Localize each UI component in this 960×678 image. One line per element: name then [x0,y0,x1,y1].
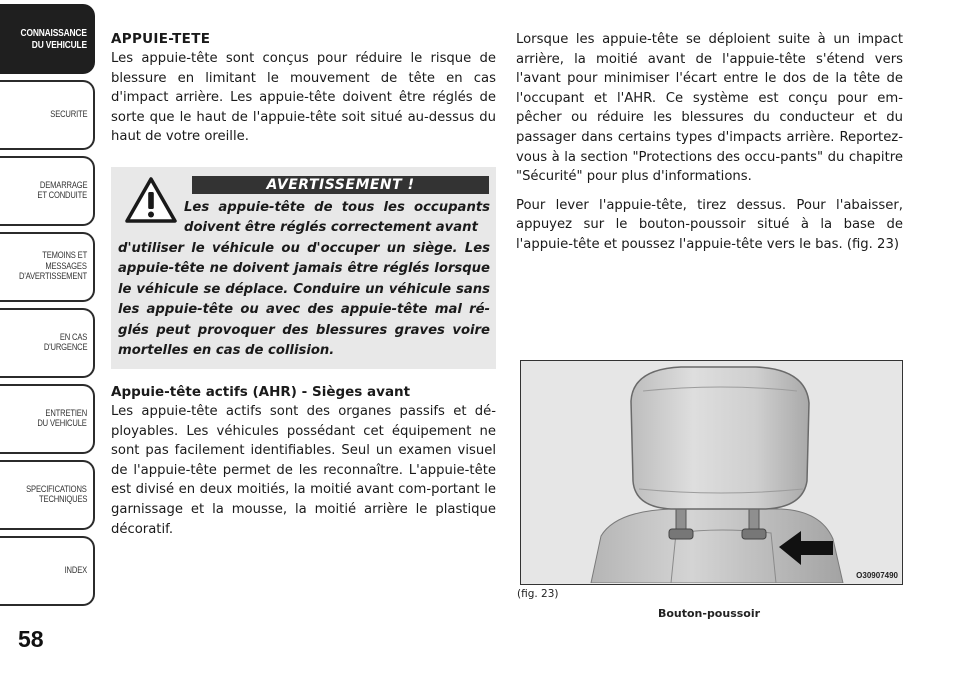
section-tab-label: D'URGENCE [43,342,87,353]
section-tab[interactable] [0,156,95,226]
section-tab[interactable] [0,308,95,378]
section-tab-label: EN CAS [59,331,87,343]
intro-paragraph: Les appuie-tête sont conçus pour réduire le risque de blessure en limitant le mouvement de tête en cas d'impact arrière. Les appuie-tête doivent être réglés de sorte que le haut de l'appuie-tête soit situé au-dessus du haut de votre oreille. [111,51,496,145]
section-tab[interactable] [0,384,95,454]
right-column [516,30,903,255]
left-column [111,30,496,539]
section-tab-label: DU VEHICULE [37,418,87,429]
section-tab-label: MESSAGES [45,260,87,272]
warning-title: AVERTISSEMENT ! [192,176,489,194]
warning-triangle-icon [125,177,177,223]
warning-text-rest: d'utiliser le véhicule ou d'occuper un siège. Les appuie-tête ne doivent jamais être réglés lorsque le véhicule se déplace. Conduire un véhicule sans les appuie-tête ou avec des appuie-tête mal ré-glés peut provoquer des blessures graves voire mortelles en cas de collision. [118,240,490,359]
section-heading: APPUIE-TETE [111,31,211,47]
section-tab-label: ET CONDUITE [37,190,87,201]
paragraph-2: Pour lever l'appuie-tête, tirez dessus. Pour l'abaisser, appuyez sur le bouton-poussoir situé à la base de l'appuie-tête et poussez l'appuie-tête vers le bas. (fig. 23) [516,197,903,252]
section-tab-label: SPECIFICATIONS [26,483,87,495]
section-tab-label: DU VEHICULE [31,39,87,51]
section-tab[interactable] [0,232,95,302]
page-number: 58 [18,626,44,652]
section-tab-label: ENTRETIEN [45,407,87,419]
figure-code: O30907490 [856,571,898,580]
body-paragraph: Les appuie-tête actifs sont des organes passifs et dé-ployables. Les véhicules possédant cet équipement ne sont pas facilement identifiables. Seul un examen visuel de l'appuie-tête permet de les reconnaître. L'appuie-tête est divisé en deux moitiés, la moitié avant com-portant le garnissage et la mousse, la moitié arrière le plastique décoratif. [111,403,496,537]
section-tab-label: SECURITE [49,108,87,120]
section-tab-label: TEMOINS ET [42,250,87,262]
section-tab[interactable] [0,4,95,74]
section-tab[interactable] [0,460,95,530]
section-tab-label: D'AVERTISSEMENT [18,271,87,283]
section-tab-label: TECHNIQUES [38,494,87,505]
figure-caption: Bouton-poussoir [657,607,761,620]
section-tab-label: CONNAISSANCE [20,27,87,39]
subheading: Appuie-tête actifs (AHR) - Sièges avant [111,383,411,400]
section-tab-label: INDEX [64,564,87,576]
section-tab[interactable] [0,536,95,606]
section-tab[interactable] [0,80,95,150]
warning-box [111,167,496,369]
warning-text-first: Les appuie-tête de tous les occupants doivent être réglés correctement avant [184,199,490,236]
paragraph-1: Lorsque les appuie-tête se déploient suite à un impact arrière, la moitié avant de l'appuie-tête s'étend vers l'avant pour minimiser l'écart entre le dos de la tête de l'occupant et l'AHR. Ce système est conçu pour em-pêcher ou réduire les blessures du conducteur et du passager dans certains types d'impacts arrière. Reportez-vous à la section "Protections des occu-pants" du chapitre "Sécurité" pour plus d'informations. [516,32,903,185]
figure-label: (fig. 23) [517,588,559,600]
headrest-illustration [521,361,901,583]
figure-headrest [520,360,903,585]
section-tab-label: DEMARRAGE [39,179,87,191]
